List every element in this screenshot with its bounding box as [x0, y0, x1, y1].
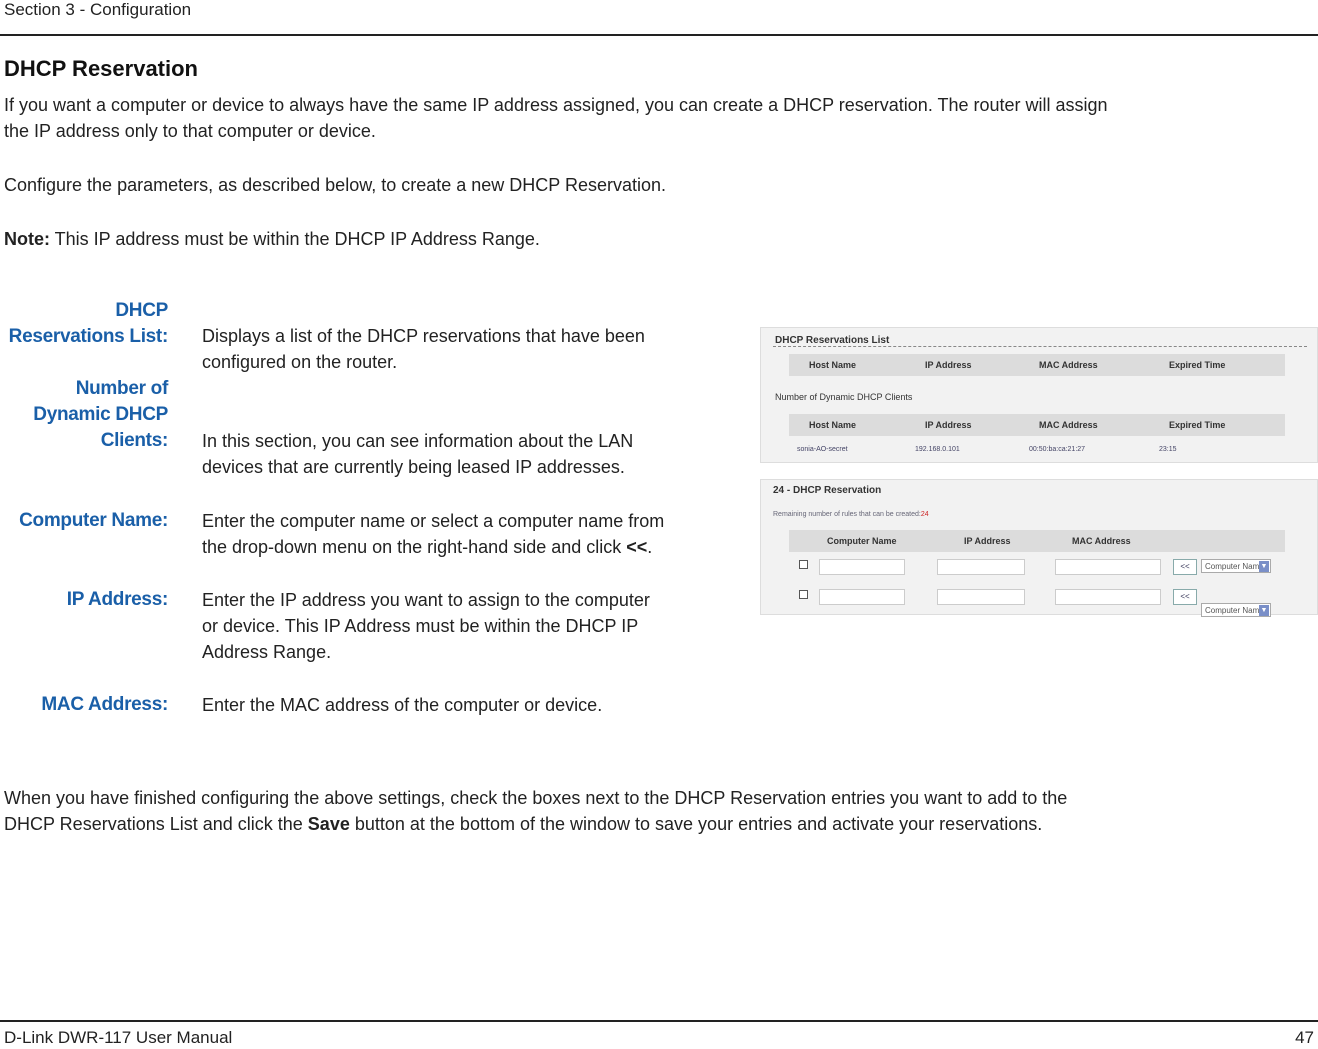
dashed-divider [773, 346, 1307, 347]
panel-title: DHCP Reservations List [775, 335, 890, 346]
mac-address-input[interactable] [1055, 559, 1161, 575]
desc-dynamic-clients [202, 428, 742, 480]
term-ip-address [2, 587, 168, 613]
term-line: Dynamic DHCP [33, 404, 168, 425]
remaining-value: 24 [920, 511, 929, 518]
desc-ip-address [202, 587, 742, 665]
col-header: IP Address [964, 536, 1011, 546]
col-header: MAC Address [1039, 420, 1098, 430]
desc-text: . [647, 537, 653, 557]
closing-text: DHCP Reservations List and click the [4, 814, 308, 834]
panel-title: 24 - DHCP Reservation [773, 485, 882, 496]
desc-reservations-list [202, 323, 742, 375]
select-value: Computer Nam [1205, 562, 1260, 571]
desc-bold: << [626, 537, 648, 557]
closing-line-1: When you have finished configuring the above settings, check the boxes next to the DHCP Reservation entries you want to add to the [4, 788, 1068, 808]
term-reservations-list [2, 298, 168, 350]
term-line: Clients: [100, 430, 168, 451]
cell: 00:50:ba:ca:21:27 [1029, 446, 1086, 453]
table-header [789, 414, 1285, 436]
section-header: Section 3 - Configuration [4, 0, 192, 19]
ip-address-input[interactable] [937, 559, 1025, 575]
intro-line-1: If you want a computer or device to always have the same IP address assigned, you can create a DHCP reservation. The router will assign [4, 95, 1108, 115]
note-text: This IP address must be within the DHCP IP Address Range. [50, 229, 540, 249]
term-mac-address [2, 692, 168, 718]
computer-name-input[interactable] [819, 559, 905, 575]
configure-text: Configure the parameters, as described below, to create a new DHCP Reservation. [4, 175, 667, 195]
chevron-down-icon: ▼ [1260, 563, 1268, 570]
col-header: Computer Name [827, 536, 897, 546]
mac-address-input[interactable] [1055, 589, 1161, 605]
col-header: IP Address [925, 420, 972, 430]
desc-computer-name [202, 508, 742, 560]
cell: 192.168.0.101 [915, 446, 960, 453]
save-bold: Save [307, 814, 350, 834]
note [4, 226, 1316, 252]
copy-button[interactable]: << [1173, 589, 1197, 605]
col-header: Host Name [809, 420, 857, 430]
term-line: IP Address: [66, 589, 168, 610]
desc-line: devices that are currently being leased IP addresses. [202, 457, 625, 477]
term-dynamic-clients [2, 376, 168, 454]
dynamic-clients-label: Number of Dynamic DHCP Clients [775, 392, 913, 402]
table-header [789, 354, 1285, 376]
desc-line: In this section, you can see information about the LAN [202, 431, 634, 451]
page-title: DHCP Reservation [4, 56, 198, 81]
ip-address-input[interactable] [937, 589, 1025, 605]
intro-line-2: the IP address only to that computer or device. [4, 121, 376, 141]
col-header: Expired Time [1169, 420, 1226, 430]
col-header: MAC Address [1039, 360, 1098, 370]
desc-line [202, 534, 742, 560]
chevron-down-icon: ▼ [1260, 607, 1268, 614]
desc-line: Enter the IP address you want to assign to the computer [202, 590, 650, 610]
page-number: 47 [1295, 1028, 1314, 1047]
col-header: Host Name [809, 360, 857, 370]
desc-line: Address Range. [202, 642, 332, 662]
desc-line: configured on the router. [202, 352, 398, 372]
select-value: Computer Nam [1205, 606, 1260, 615]
closing-paragraph [4, 785, 1316, 837]
term-line: Reservations List: [8, 326, 168, 347]
screenshot-add-reservation [760, 479, 1318, 615]
cell: 23:15 [1159, 446, 1177, 453]
desc-line: or device. This IP Address must be within the DHCP IP [202, 616, 639, 636]
remaining-label: Remaining number of rules that can be created: [773, 511, 921, 518]
computer-name-select[interactable] [1201, 603, 1271, 617]
header-rule [0, 34, 1318, 36]
screenshot-reservations-list [760, 327, 1318, 463]
desc-line: Enter the computer name or select a computer name from [202, 511, 665, 531]
copy-button[interactable]: << [1173, 559, 1197, 575]
desc-line: Displays a list of the DHCP reservations that have been [202, 326, 645, 346]
table-row [797, 446, 1277, 453]
closing-text: button at the bottom of the window to save your entries and activate your reservations. [349, 814, 1043, 834]
row-checkbox[interactable] [799, 560, 808, 569]
term-line: MAC Address: [41, 694, 168, 715]
row-checkbox[interactable] [799, 590, 808, 599]
col-header: Expired Time [1169, 360, 1226, 370]
term-computer-name [2, 508, 168, 534]
intro-paragraph [4, 92, 1316, 144]
table-header [789, 530, 1285, 552]
col-header: IP Address [925, 360, 972, 370]
term-line: Number of [75, 378, 168, 399]
remaining-rules [773, 511, 929, 518]
desc-text: the drop-down menu on the right-hand side and click [202, 537, 627, 557]
computer-name-input[interactable] [819, 589, 905, 605]
note-label: Note: [4, 229, 50, 249]
footer-rule [0, 1020, 1318, 1022]
closing-line-2 [4, 811, 1316, 837]
desc-line: Enter the MAC address of the computer or device. [202, 695, 603, 715]
desc-mac-address [202, 692, 742, 718]
footer-manual-name: D-Link DWR-117 User Manual [4, 1028, 233, 1047]
cell: sonia-AO-secret [797, 446, 848, 453]
col-header: MAC Address [1072, 536, 1131, 546]
computer-name-select[interactable] [1201, 559, 1271, 573]
term-line: DHCP [115, 300, 168, 321]
term-line: Computer Name: [19, 510, 168, 531]
